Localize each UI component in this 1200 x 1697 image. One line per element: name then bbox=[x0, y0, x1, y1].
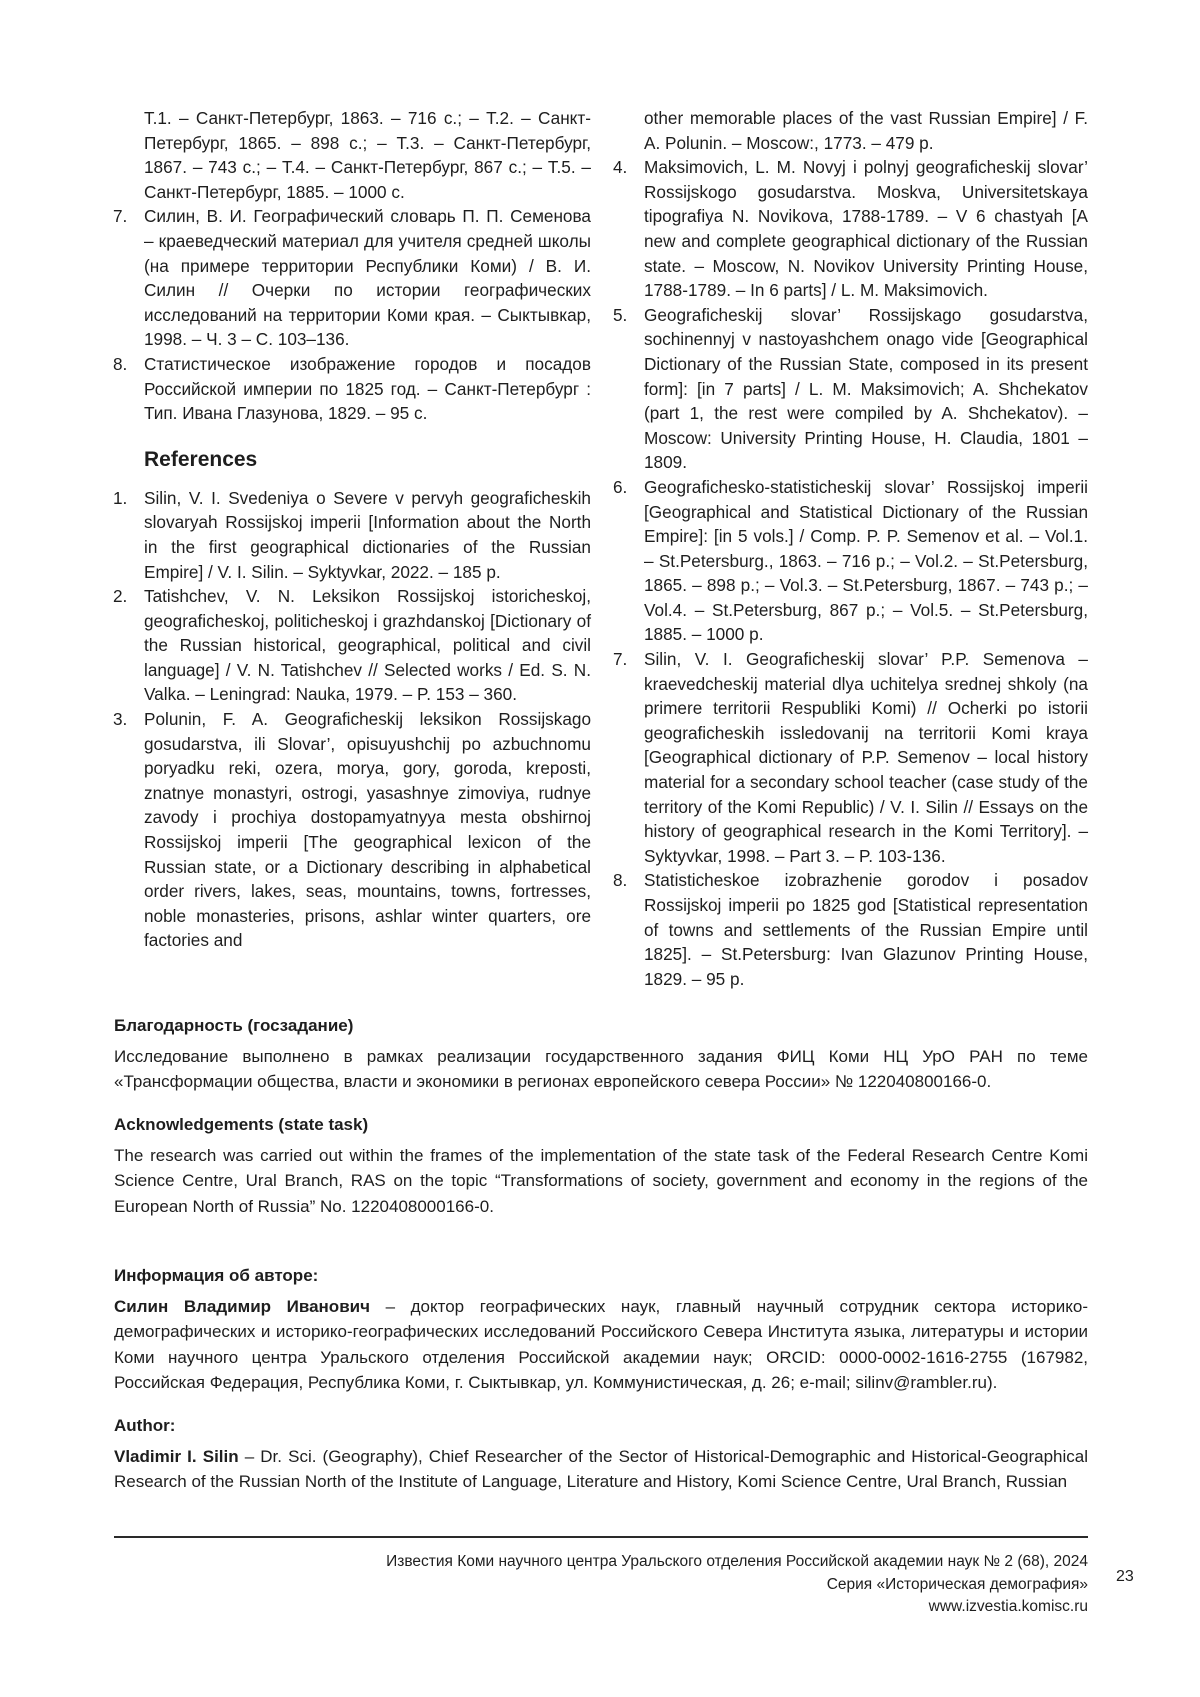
item-number: 5. bbox=[613, 304, 628, 325]
author-info-en-section bbox=[114, 1413, 1088, 1495]
item-text: Polunin, F. A. Geograficheskij leksikon Rossijskago gosudarstva, ili Slovar’, opisuyushchij po azbuchnomu poryadku reki, ozera, morya, gory, goroda, kreposti, znatnye monastyri, ostrogi, yasashnye zimoviya, rudnye zavody i prochiya dostopamyatnyya mesta obshirnoj Rossijskoj imperii [The geographical lexicon of the Russian state, or a Dictionary describing in alphabetical order rivers, lakes, seas, mountains, towns, fortresses, noble monasteries, prisons, ashlar winter quarters, ore factories and bbox=[144, 709, 591, 951]
author-info-ru-text: – доктор географических наук, главный научный сотрудник сектора историко-демографических и историко-географических исследований Российского Севера Института языка, литературы и истории Коми научного центра Уральского отделения Российской академии наук; ORCID: 0000-0002-1616-2755 (167982, Российская Федерация, Республика Коми, г. Сыктывкар, ул. Коммунистическая, д. 26; e-mail; silinv@rambler.ru). bbox=[114, 1297, 1088, 1392]
page-number: 23 bbox=[1116, 1568, 1134, 1585]
list-item bbox=[113, 352, 591, 426]
item-text: Silin, V. I. Geograficheskij slovar’ P.P. Semenova – kraevedcheskij material dlya uchitelya srednej shkoly (na primere territorii Respubliki Komi) // Ocherki po istorii geograficheskih issledovanij na territorii Komi kraya [Geographical dictionary of P.P. Semenov – local history material for a secondary school teacher (case study of the territory of the Komi Republic) / V. I. Silin // Essays on the history of geographical research in the Komi Territory]. – Syktyvkar, 1998. – Part 3. – P. 103-136. bbox=[644, 649, 1088, 866]
item-text: Статистическое изображение городов и посадов Российской империи по 1825 год. – Санкт-Петербург : Тип. Ивана Глазунова, 1829. – 95 с. bbox=[144, 353, 591, 424]
acknowledgement-ru-section bbox=[114, 1013, 1088, 1095]
journal-url: www.izvestia.komisc.ru bbox=[928, 1598, 1088, 1615]
item-number: 2. bbox=[113, 586, 128, 607]
item-number: 8. bbox=[113, 353, 128, 374]
acknowledgement-en-text: The research was carried out within the frames of the implementation of the state task of the Federal Research Centre Komi Science Centre, Ural Branch, RAS on the topic “Transformations of society, government and economy in the regions of the European North of Russia” No. 1220408000166-0. bbox=[114, 1146, 1088, 1216]
footer-divider bbox=[114, 1536, 1088, 1538]
list-item bbox=[113, 584, 591, 707]
acknowledgement-ru-text: Исследование выполнено в рамках реализации государственного задания ФИЦ Коми НЦ УрО РАН по теме «Трансформации общества, власти и экономики в регионах европейского севера России» № 122040800166-0. bbox=[114, 1047, 1088, 1092]
item-number: 7. bbox=[113, 206, 128, 227]
en-reference-list-right bbox=[613, 155, 1088, 991]
item-text: Maksimovich, L. M. Novyj i polnyj geograficheskij slovar’ Rossijskogo gosudarstva. Moskva, Universitetskaya tipografiya N. Novikova, 1788-1789. – V 6 chastyah [A new and complete geographical dictionary of the Russian state. – Moscow, N. Novikov University Printing House, 1788-1789. – In 6 parts] / L. M. Maksimovich. bbox=[644, 157, 1088, 301]
left-continuation-text: Т.1. – Санкт-Петербург, 1863. – 716 с.; – Т.2. – Санкт-Петербург, 1865. – 898 с.; – Т.3. – Санкт-Петербург, 1867. – 743 с.; – Т.4. – Санкт-Петербург, 867 с.; – Т.5. – Санкт-Петербург, 1885. – 1000 с. bbox=[144, 108, 591, 202]
list-item bbox=[613, 303, 1088, 475]
acknowledgement-en-heading: Acknowledgements (state task) bbox=[114, 1115, 369, 1134]
item-text: Tatishchev, V. N. Leksikon Rossijskoj istoricheskoj, geograficheskoj, politicheskoj i grazhdanskoj [Dictionary of the Russian historical, geographical, political and civil language] / V. N. Tatishchev // Selected works / Ed. S. N. Valka. – Leningrad: Nauka, 1979. – P. 153 – 360. bbox=[144, 586, 591, 705]
item-number: 7. bbox=[613, 649, 628, 670]
acknowledgement-en-section bbox=[114, 1112, 1088, 1219]
references-heading: References bbox=[144, 447, 258, 471]
list-item bbox=[113, 204, 591, 352]
list-item bbox=[113, 486, 591, 584]
author-info-en-paragraph bbox=[114, 1444, 1088, 1494]
ru-reference-list bbox=[113, 204, 591, 425]
acknowledgement-ru-heading: Благодарность (госзадание) bbox=[114, 1016, 354, 1035]
item-number: 8. bbox=[613, 870, 628, 891]
author-name-ru: Силин Владимир Иванович bbox=[114, 1297, 370, 1317]
author-info-ru-section bbox=[114, 1263, 1088, 1395]
item-number: 1. bbox=[113, 487, 128, 508]
item-text: Statisticheskoe izobrazhenie gorodov i posadov Rossijskoj imperii po 1825 god [Statistical representation of towns and settlements of the Russian Empire until 1825]. – St.Petersburg: Ivan Glazunov Printing House, 1829. – 95 p. bbox=[644, 870, 1088, 989]
item-number: 3. bbox=[113, 709, 128, 730]
list-item bbox=[613, 868, 1088, 991]
item-text: Силин, В. И. Географический словарь П. П. Семенова – краеведческий материал для учителя средней школы (на примере территории Республики Коми) / В. И. Силин // Очерки по истории географических исследований на территории Коми края. – Сыктывкар, 1998. – Ч. 3 – С. 103–136. bbox=[144, 206, 591, 350]
en-reference-list-left bbox=[113, 486, 591, 953]
author-name-en: Vladimir I. Silin bbox=[114, 1447, 239, 1467]
item-text: Geograficheskij slovar’ Rossijskago gosudarstva, sochinennyj v nastoyashchem onago vide [Geographical Dictionary of the Russian State, composed in its present form]: [in 7 parts] / L. M. Maksimovich; A. Shchekatov (part 1, the rest were compiled by A. Shchekatov). – Moscow: University Printing House, H. Claudia, 1801 – 1809. bbox=[644, 304, 1088, 473]
author-info-en-heading: Author: bbox=[114, 1416, 176, 1435]
item-text: Silin, V. I. Svedeniya o Severe v pervyh geograficheskih slovaryah Rossijskoj imperii [Information about the North in the first geographical dictionaries of the Russian Empire] / V. I. Silin. – Syktyvkar, 2022. – 185 p. bbox=[144, 487, 591, 582]
item-number: 4. bbox=[613, 157, 628, 178]
item-text: Geografichesko-statisticheskij slovar’ Rossijskoj imperii [Geographical and Statistical Dictionary of the Russian Empire]: [in 5 vols.] / Comp. P. P. Semenov et al. – Vol.1. – St.Petersburg., 1863. – 716 p.; – Vol.2. – St.Petersburg, 1865. – 898 p.; – Vol.3. – St.Petersburg, 1867. – 743 p.; – Vol.4. – St.Petersburg, 867 p.; – Vol.5. – St.Petersburg, 1885. – 1000 p. bbox=[644, 476, 1088, 645]
journal-title: Известия Коми научного центра Уральского отделения Российской академии наук № 2 (68), 2024 bbox=[386, 1553, 1088, 1570]
author-info-ru-heading: Информация об авторе: bbox=[114, 1266, 319, 1285]
page-footer bbox=[386, 1551, 1088, 1619]
right-column bbox=[613, 106, 1088, 991]
list-item bbox=[613, 155, 1088, 303]
author-info-en-text: – Dr. Sci. (Geography), Chief Researcher of the Sector of Historical-Demographic and Historical-Geographical Research of the Russian North of the Institute of Language, Literature and History, Komi Science Centre, Ural Branch, Russian bbox=[114, 1447, 1088, 1492]
left-column bbox=[113, 106, 591, 953]
list-item bbox=[613, 647, 1088, 868]
series-title: Серия «Историческая демография» bbox=[826, 1575, 1088, 1593]
list-item bbox=[113, 707, 591, 953]
item-number: 6. bbox=[613, 476, 628, 497]
right-continuation-text: other memorable places of the vast Russian Empire] / F. A. Polunin. – Moscow:, 1773. – 479 p. bbox=[644, 108, 1088, 153]
list-item bbox=[613, 475, 1088, 647]
author-info-ru-paragraph bbox=[114, 1294, 1088, 1395]
